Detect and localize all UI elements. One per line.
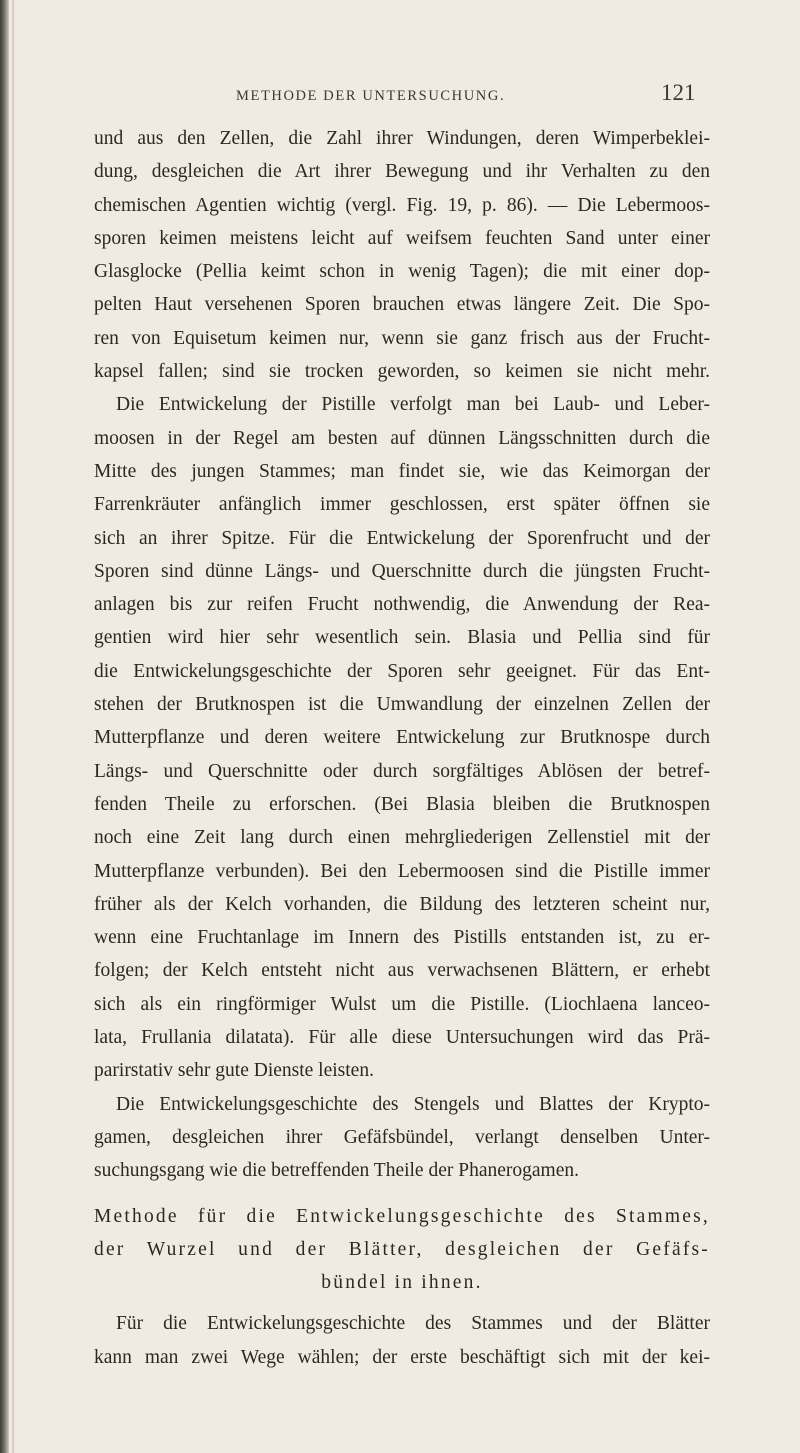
text-line: Mutterpflanze verbunden). Bei den Lebermoosen sind die Pistille immer [94,860,710,882]
text-line: ren von Equisetum keimen nur, wenn sie ganz frisch aus der Frucht- [94,327,710,349]
text-line: folgen; der Kelch entsteht nicht aus verwachsenen Blättern, er erhebt [94,960,710,982]
text-line: parirstativ sehr gute Dienste leisten. [94,1060,374,1082]
text-line: kapsel fallen; sind sie trocken geworden, so keimen sie nicht mehr. [94,361,710,383]
text-line: chemischen Agentien wichtig (vergl. Fig. 19, p. 86). — Die Lebermoos- [94,194,710,216]
text-line: noch eine Zeit lang durch einen mehrgliederigen Zellenstiel mit der [94,827,710,849]
section-heading-line: Methode für die Entwickelungsgeschichte des Stammes, [94,1205,710,1227]
text-line: gamen, desgleichen ihrer Gefäfsbündel, verlangt denselben Unter- [94,1126,710,1148]
text-line: sich an ihrer Spitze. Für die Entwickelung der Sporenfrucht und der [94,527,710,549]
text-line: pelten Haut versehenen Sporen brauchen etwas längere Zeit. Die Spo- [94,294,710,316]
text-line: gentien wird hier sehr wesentlich sein. Blasia und Pellia sind für [94,627,710,649]
text-line: Die Entwickelungsgeschichte des Stengels und Blattes der Krypto- [116,1093,710,1115]
text-line: Mutterpflanze und deren weitere Entwickelung zur Brutknospe durch [94,727,710,749]
text-line: anlagen bis zur reifen Frucht nothwendig, die Anwendung der Rea- [94,594,710,616]
text-line: kann man zwei Wege wählen; der erste beschäftigt sich mit der kei- [94,1346,710,1368]
page-binding-edge [0,0,9,1453]
text-line: Glasglocke (Pellia keimt schon in wenig Tagen); die mit einer dop- [94,261,710,283]
page-binding-shadow [12,0,14,1453]
text-line: lata, Frullania dilatata). Für alle diese Untersuchungen wird das Prä- [94,1027,710,1049]
text-line: sich als ein ringförmiger Wulst um die Pistille. (Liochlaena lanceo- [94,993,710,1015]
text-line: Mitte des jungen Stammes; man findet sie, wie das Keimorgan der [94,460,710,482]
text-line: Farrenkräuter anfänglich immer geschlossen, erst später öffnen sie [94,494,710,516]
text-line: wenn eine Fruchtanlage im Innern des Pistills entstanden ist, zu er- [94,927,710,949]
text-line: und aus den Zellen, die Zahl ihrer Windungen, deren Wimperbeklei- [94,128,710,149]
text-line: früher als der Kelch vorhanden, die Bildung des letzteren scheint nur, [94,893,710,915]
text-line: Längs- und Querschnitte oder durch sorgfältiges Ablösen der betref- [94,760,710,782]
running-head: METHODE DER UNTERSUCHUNG. [236,88,506,104]
page-number: 121 [661,80,696,105]
text-line: stehen der Brutknospen ist die Umwandlung der einzelnen Zellen der [94,694,710,716]
section-heading-line: bündel in ihnen. [321,1272,483,1294]
body-text [94,122,710,1374]
text-line: sporen keimen meistens leicht auf weifsem feuchten Sand unter einer [94,227,710,249]
text-line: moosen in der Regel am besten auf dünnen Längsschnitten durch die [94,427,710,449]
text-line: Die Entwickelung der Pistille verfolgt man bei Laub- und Leber- [116,394,710,416]
section-heading-line: der Wurzel und der Blätter, desgleichen der Gefäfs- [94,1238,710,1260]
text-line: Für die Entwickelungsgeschichte des Stammes und der Blätter [116,1313,710,1335]
text-line: fenden Theile zu erforschen. (Bei Blasia bleiben die Brutknospen [94,793,710,815]
text-line: Sporen sind dünne Längs- und Querschnitte durch die jüngsten Frucht- [94,560,710,582]
text-line: suchungsgang wie die betreffenden Theile der Phanerogamen. [94,1160,579,1182]
text-line: dung, desgleichen die Art ihrer Bewegung und ihr Verhalten zu den [94,161,710,183]
text-line: die Entwickelungsgeschichte der Sporen sehr geeignet. Für das Ent- [94,660,710,682]
